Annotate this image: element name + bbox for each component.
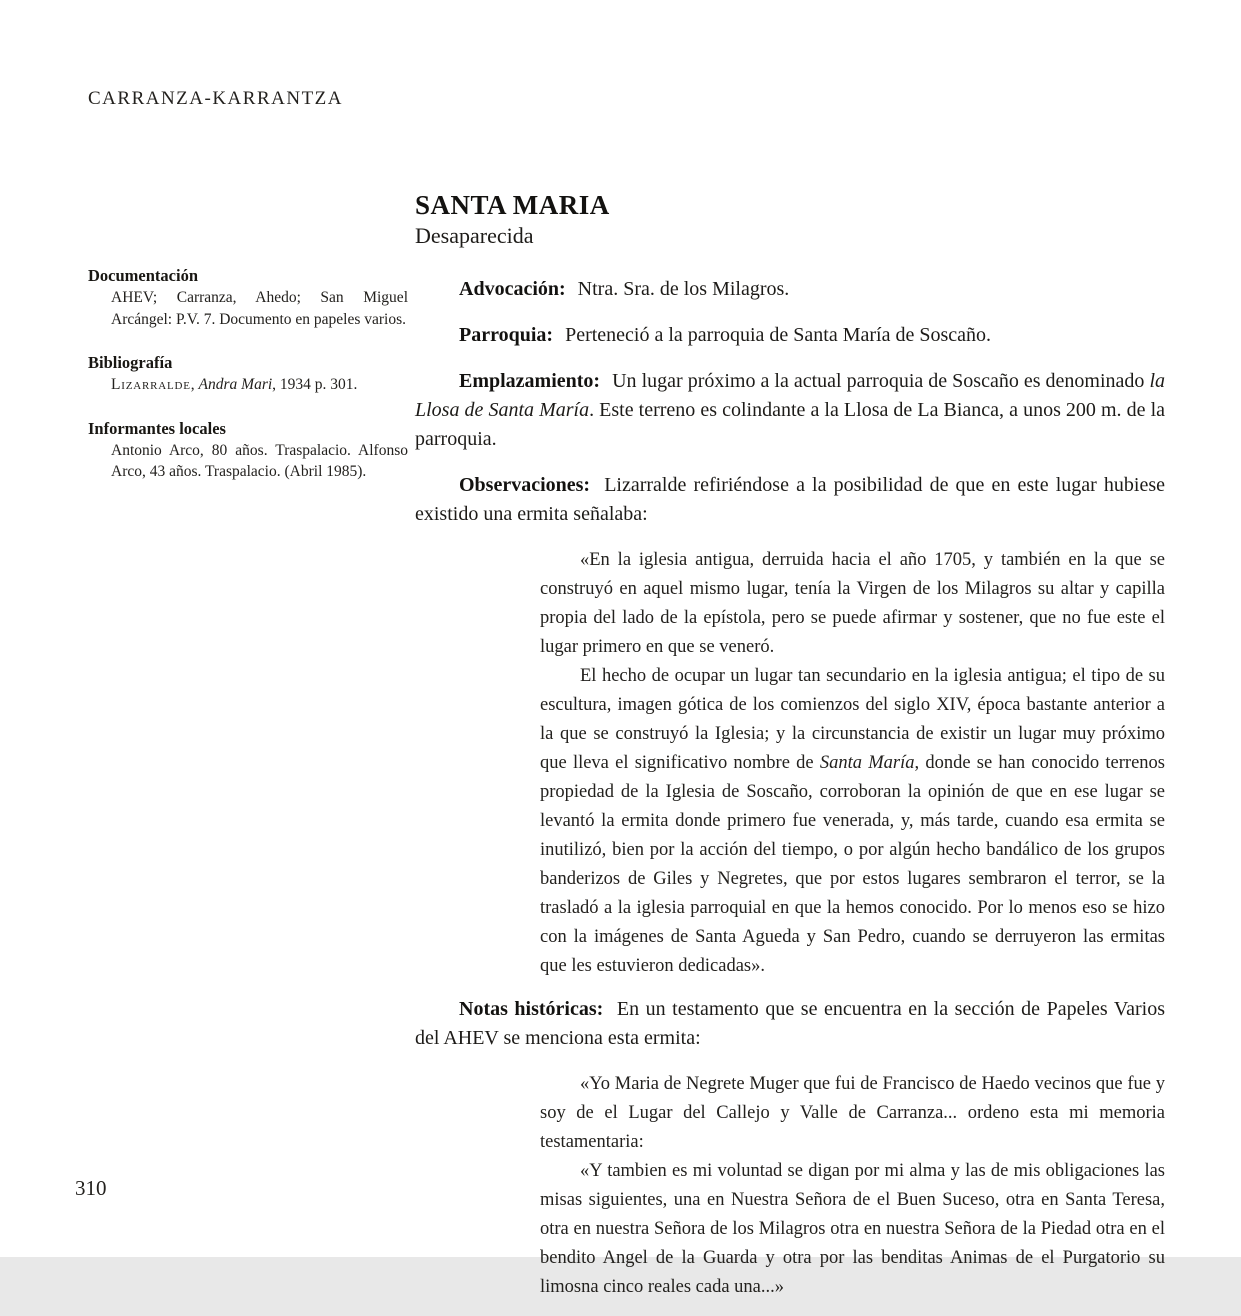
field-text: Perteneció a la parroquia de Santa María de Soscaño.: [560, 324, 992, 346]
running-head: CARRANZA-KARRANTZA: [88, 88, 343, 109]
quotation-testamento: [415, 1070, 1165, 1302]
paragraph-advocacion: [415, 275, 1165, 304]
sidebar-section-documentacion: [88, 266, 408, 330]
article-body: [415, 275, 1165, 1302]
page-number: 310: [75, 1176, 107, 1200]
quote-paragraph: «Y tambien es mi voluntad se digan por mi alma y las de mis obligaciones las misas siguientes, una en Nuestra Señora de el Buen Suceso, otra en Santa Teresa, otra en nuestra Señora de los Milagros otra en nuestra Señora de la Piedad otra en el bendito Angel de la Guarda y otra por las benditas Animas de el Purgatorio su limosna cinco reales cada una...»: [540, 1161, 1165, 1297]
paragraph-emplazamiento: [415, 367, 1165, 454]
article-subtitle: Desaparecida: [415, 223, 534, 248]
sidebar-section-bibliografia: [88, 353, 408, 396]
field-label-parroquia: Parroquia:: [459, 324, 554, 346]
quote-paragraph: El hecho de ocupar un lugar tan secundario en la iglesia antigua; el tipo de su escultura, imagen gótica de los comienzos del siglo XIV, época bastante anterior a la que se construyó la Iglesia; y la circunstancia de existir un lugar muy próximo que lleva el significativo nombre de Santa María, donde se han conocido terrenos propiedad de la Iglesia de Soscaño, corroboran la opinión de que en ese lugar se levantó la ermita donde primero fue venerada, y, más tarde, cuando esa ermita se inutilizó, bien por la acción del tiempo, o por algún hecho bandálico de los grupos banderizos de Giles y Negretes, que por estos lugares sembraron el terror, se la trasladó a la iglesia parroquial en que la hemos conocido. Por lo menos eso se hizo con la imágenes de Santa Agueda y San Pedro, cuando se derruyeron las ermitas que les estuvieron dedicadas».: [540, 666, 1165, 976]
field-text: En un testamento que se encuentra en la sección de Papeles Varios del AHEV se menciona esta ermita:: [415, 998, 1165, 1049]
quote-paragraph: «Yo Maria de Negrete Muger que fui de Francisco de Haedo vecinos que fue y soy de el Lugar del Callejo y Valle de Carranza... ordeno esta mi memoria testamentaria:: [540, 1074, 1165, 1152]
section-heading: Informantes locales: [88, 418, 226, 438]
field-label-emplazamiento: Emplazamiento:: [459, 370, 601, 392]
paragraph-parroquia: [415, 321, 1165, 350]
field-text: Lizarralde refiriéndose a la posibilidad de que en este lugar hubiese existido una ermita señalaba:: [415, 474, 1165, 525]
paragraph-notas-historicas: [415, 995, 1165, 1053]
marginalia-column: [88, 266, 408, 506]
article-title: SANTA MARIA: [415, 190, 610, 220]
section-body: Antonio Arco, 80 años. Traspalacio. Alfonso Arco, 43 años. Traspalacio. (Abril 1985).: [111, 441, 408, 480]
section-body: AHEV; Carranza, Ahedo; San Miguel Arcángel: P.V. 7. Documento en papeles varios.: [111, 289, 408, 328]
field-text: Ntra. Sra. de los Milagros.: [572, 278, 790, 300]
field-label-observaciones: Observaciones:: [459, 474, 591, 496]
field-label-advocacion: Advocación:: [459, 278, 566, 300]
quotation-lizarralde: [415, 546, 1165, 981]
paragraph-observaciones: [415, 471, 1165, 529]
section-body: Lizarralde, Andra Mari, 1934 p. 301.: [111, 376, 358, 393]
main-column: [415, 190, 1165, 1316]
section-heading: Documentación: [88, 266, 198, 285]
field-label-notas: Notas históricas:: [459, 998, 604, 1020]
sidebar-section-informantes: [88, 419, 408, 483]
section-heading: Bibliografía: [88, 353, 173, 372]
field-text: Un lugar próximo a la actual parroquia de Soscaño es denominado la Llosa de Santa María. Este terreno es colindante a la Llosa de La Bianca, a unos 200 m. de la parroquia.: [415, 370, 1165, 450]
quote-paragraph: «En la iglesia antigua, derruida hacia el año 1705, y también en la que se construyó en aquel mismo lugar, tenía la Virgen de los Milagros su altar y capilla propia del lado de la epístola, pero se puede afirmar y sostener, que no fue este el lugar primero en que se veneró.: [540, 550, 1165, 657]
